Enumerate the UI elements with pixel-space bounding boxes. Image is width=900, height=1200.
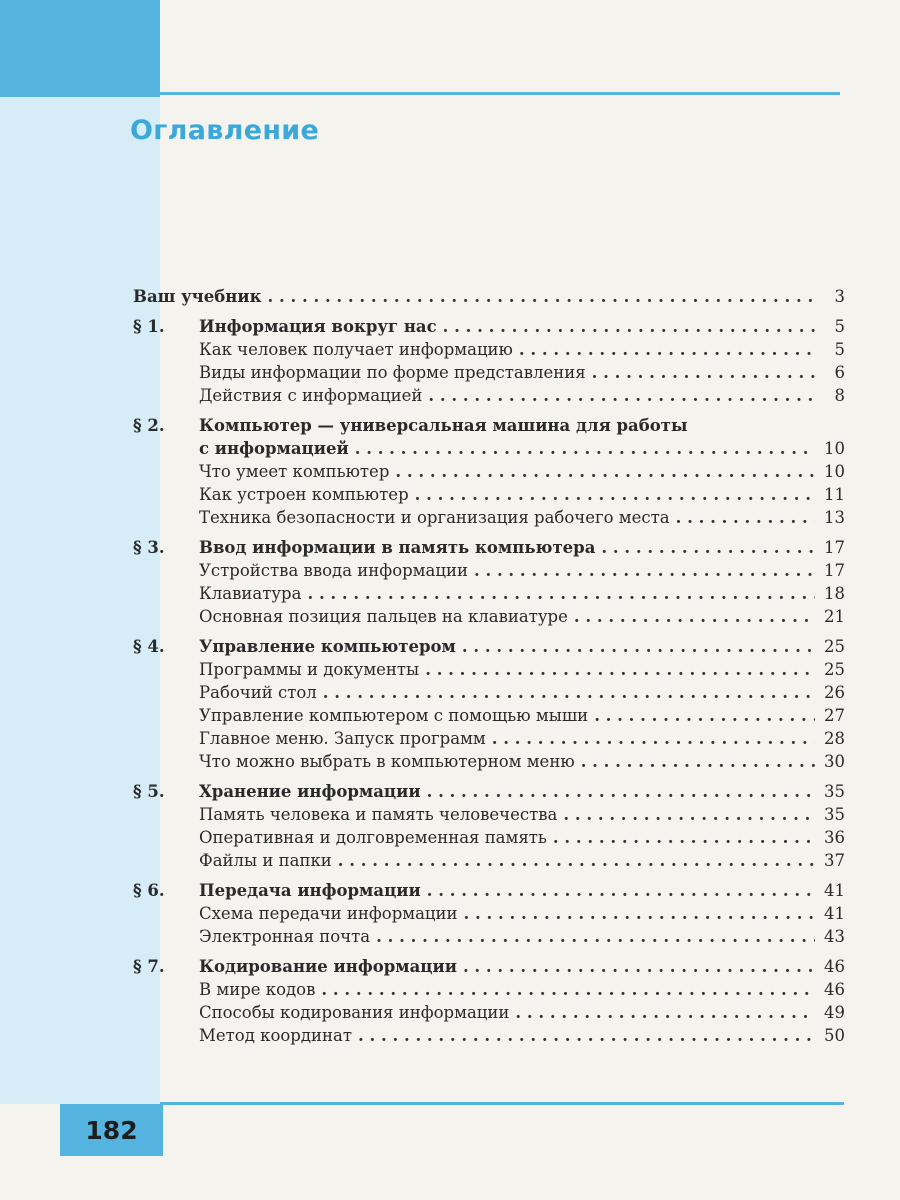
page-title: Оглавление <box>130 115 320 146</box>
section-title-line1 <box>133 414 845 437</box>
toc-page-number: 21 <box>824 607 845 626</box>
toc-subentry[interactable] <box>133 384 845 407</box>
toc-subentry[interactable] <box>133 681 845 704</box>
toc-page-number: 17 <box>824 561 845 580</box>
toc-page-number: 3 <box>834 287 845 306</box>
section-title: Кодирование информации <box>199 957 457 976</box>
toc-section-7[interactable] <box>133 955 845 978</box>
toc-subentry[interactable] <box>133 338 845 361</box>
toc-page-number: 41 <box>824 881 845 900</box>
toc-page-number: 43 <box>824 927 845 946</box>
toc-section-3[interactable] <box>133 536 845 559</box>
leader-dots <box>307 582 815 605</box>
subentry-label: Метод координат <box>199 1026 352 1045</box>
page-number-tab <box>60 1104 163 1156</box>
subentry-label: Как человек получает информацию <box>199 340 513 359</box>
section-number: § 6. <box>133 881 165 900</box>
toc-subentry[interactable] <box>133 361 845 384</box>
leader-dots <box>425 658 815 681</box>
subentry-label: Электронная почта <box>199 927 371 946</box>
toc-entry-label: Ваш учебник <box>133 287 262 306</box>
toc-page-number: 13 <box>824 508 845 527</box>
subentry-label: Оперативная и долговременная память <box>199 828 547 847</box>
toc-subentry[interactable] <box>133 849 845 872</box>
toc-page-number: 46 <box>824 957 845 976</box>
leader-dots <box>563 803 815 826</box>
section-number: § 4. <box>133 637 165 656</box>
subentry-label: Клавиатура <box>199 584 302 603</box>
leader-dots <box>443 315 815 338</box>
footer-rule <box>160 1102 844 1105</box>
page-number: 182 <box>85 1115 138 1145</box>
section-number: § 7. <box>133 957 165 976</box>
toc-section-6[interactable] <box>133 879 845 902</box>
toc-subentry[interactable] <box>133 605 845 628</box>
toc-section-5[interactable] <box>133 780 845 803</box>
subentry-label: Основная позиция пальцев на клавиатуре <box>199 607 568 626</box>
toc-page-number: 37 <box>824 851 845 870</box>
toc-page-number: 41 <box>824 904 845 923</box>
toc-page-number: 8 <box>834 386 845 405</box>
toc-section-4[interactable] <box>133 635 845 658</box>
subentry-label: Виды информации по форме представления <box>199 363 586 382</box>
leader-dots <box>676 506 815 529</box>
leader-dots <box>395 460 815 483</box>
toc-page-number: 28 <box>824 729 845 748</box>
toc-page-number: 30 <box>824 752 845 771</box>
section-title: Управление компьютером <box>199 637 456 656</box>
section-number: § 1. <box>133 317 165 336</box>
subentry-label: Файлы и папки <box>199 851 332 870</box>
toc-subentry[interactable] <box>133 460 845 483</box>
toc-page-number: 5 <box>834 340 845 359</box>
subentry-label: Память человека и память человечества <box>199 805 558 824</box>
toc-page-number: 46 <box>824 980 845 999</box>
toc-page-number: 35 <box>824 805 845 824</box>
section-number: § 3. <box>133 538 165 557</box>
section-title: Хранение информации <box>199 782 421 801</box>
leader-dots <box>355 437 815 460</box>
leader-dots <box>594 704 815 727</box>
leader-dots <box>463 955 815 978</box>
toc-subentry[interactable] <box>133 978 845 1001</box>
toc-page-number: 25 <box>824 660 845 679</box>
toc-page-number: 10 <box>824 462 845 481</box>
header-color-block <box>0 0 160 97</box>
section-title-text: Компьютер — универсальная машина для работы <box>199 416 688 435</box>
leader-dots <box>321 978 815 1001</box>
toc-page-number: 5 <box>834 317 845 336</box>
toc-page-number: 26 <box>824 683 845 702</box>
toc-subentry[interactable] <box>133 658 845 681</box>
subentry-label: Как устроен компьютер <box>199 485 409 504</box>
leader-dots <box>338 849 815 872</box>
section-number: § 5. <box>133 782 165 801</box>
leader-dots <box>581 750 815 773</box>
section-title: Ввод информации в память компьютера <box>199 538 596 557</box>
leader-dots <box>515 1001 815 1024</box>
toc-page-number: 36 <box>824 828 845 847</box>
subentry-label: Рабочий стол <box>199 683 317 702</box>
toc-page-number: 25 <box>824 637 845 656</box>
subentry-label: Программы и документы <box>199 660 420 679</box>
toc-subentry[interactable] <box>133 559 845 582</box>
section-title-line2 <box>133 437 845 460</box>
toc-page-number: 17 <box>824 538 845 557</box>
toc-subentry[interactable] <box>133 902 845 925</box>
subentry-label: Схема передачи информации <box>199 904 458 923</box>
leader-dots <box>268 285 816 308</box>
toc-page-number: 50 <box>824 1026 845 1045</box>
leader-dots <box>601 536 815 559</box>
leader-dots <box>323 681 815 704</box>
toc-section-1[interactable] <box>133 315 845 338</box>
leader-dots <box>428 384 815 407</box>
subentry-label: Действия с информацией <box>199 386 423 405</box>
leader-dots <box>519 338 815 361</box>
subentry-label: Устройства ввода информации <box>199 561 468 580</box>
section-title: с информацией <box>199 439 349 458</box>
leader-dots <box>358 1024 815 1047</box>
leader-dots <box>474 559 815 582</box>
toc-subentry[interactable] <box>133 1024 845 1047</box>
toc-subentry[interactable] <box>133 1001 845 1024</box>
leader-dots <box>427 879 815 902</box>
leader-dots <box>574 605 815 628</box>
subentry-label: В мире кодов <box>199 980 316 999</box>
leader-dots <box>462 635 815 658</box>
header-rule <box>160 92 840 95</box>
toc-entry-intro[interactable] <box>133 285 845 308</box>
subentry-label: Техника безопасности и организация рабочего места <box>199 508 670 527</box>
subentry-label: Главное меню. Запуск программ <box>199 729 486 748</box>
toc-page-number: 11 <box>824 485 845 504</box>
leader-dots <box>492 727 815 750</box>
toc-subentry[interactable] <box>133 803 845 826</box>
toc-page-number: 10 <box>824 439 845 458</box>
subentry-label: Управление компьютером с помощью мыши <box>199 706 589 725</box>
toc-subentry[interactable] <box>133 483 845 506</box>
leader-dots <box>376 925 815 948</box>
toc-section-2-heading[interactable] <box>133 414 845 460</box>
subentry-label: Что умеет компьютер <box>199 462 390 481</box>
leader-dots <box>415 483 815 506</box>
toc-subentry[interactable] <box>133 826 845 849</box>
toc-subentry[interactable] <box>133 704 845 727</box>
subentry-label: Что можно выбрать в компьютерном меню <box>199 752 575 771</box>
section-number: § 2. <box>133 416 165 435</box>
toc-page-number: 27 <box>824 706 845 725</box>
toc-subentry[interactable] <box>133 582 845 605</box>
subentry-label: Способы кодирования информации <box>199 1003 510 1022</box>
toc-page-number: 49 <box>824 1003 845 1022</box>
toc-subentry[interactable] <box>133 925 845 948</box>
leader-dots <box>427 780 815 803</box>
section-title: Информация вокруг нас <box>199 317 437 336</box>
table-of-contents <box>133 285 845 1047</box>
toc-subentry[interactable] <box>133 506 845 529</box>
section-title: Передача информации <box>199 881 421 900</box>
leader-dots <box>553 826 815 849</box>
leader-dots <box>592 361 815 384</box>
toc-page-number: 35 <box>824 782 845 801</box>
toc-subentry[interactable] <box>133 750 845 773</box>
toc-page-number: 6 <box>834 363 845 382</box>
toc-subentry[interactable] <box>133 727 845 750</box>
leader-dots <box>464 902 815 925</box>
toc-page-number: 18 <box>824 584 845 603</box>
